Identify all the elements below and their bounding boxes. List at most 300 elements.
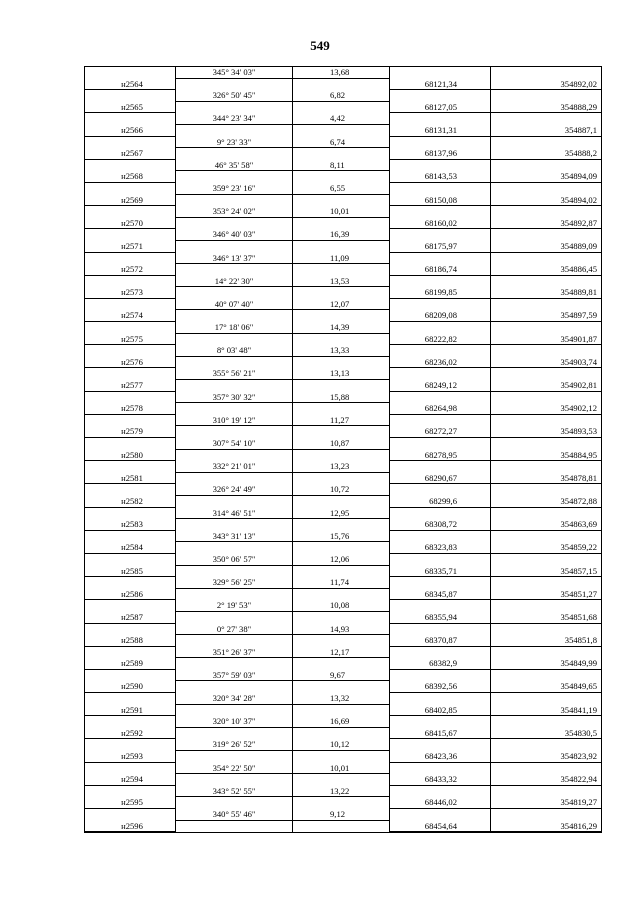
angle-cell-empty xyxy=(175,728,292,740)
x-cell-empty xyxy=(389,113,490,125)
y-coordinate-cell: 354889,81 xyxy=(490,287,602,299)
point-row xyxy=(84,797,602,809)
point-row xyxy=(84,426,602,438)
point-name-cell: н2569 xyxy=(84,195,175,207)
y-cell-empty xyxy=(490,392,602,404)
length-cell: 13,68 xyxy=(292,67,389,79)
x-cell-empty xyxy=(389,160,490,172)
length-cell-empty xyxy=(292,542,389,554)
segment-row xyxy=(84,183,602,195)
x-coordinate-cell: 68127,05 xyxy=(389,102,490,114)
length-cell-empty xyxy=(292,797,389,809)
y-coordinate-cell: 354816,29 xyxy=(490,821,602,833)
point-row xyxy=(84,171,602,183)
segment-row xyxy=(84,345,602,357)
x-coordinate-cell: 68175,97 xyxy=(389,241,490,253)
x-coordinate-cell: 68355,94 xyxy=(389,612,490,624)
x-coordinate-cell: 68137,96 xyxy=(389,148,490,160)
point-row xyxy=(84,195,602,207)
angle-cell-empty xyxy=(175,310,292,322)
y-coordinate-cell: 354897,59 xyxy=(490,310,602,322)
point-cell-empty xyxy=(84,137,175,149)
x-cell-empty xyxy=(389,670,490,682)
length-cell: 10,01 xyxy=(292,763,389,775)
angle-cell-empty xyxy=(175,681,292,693)
point-cell-empty xyxy=(84,183,175,195)
length-cell-empty xyxy=(292,566,389,578)
point-cell-empty xyxy=(84,716,175,728)
point-name-cell: н2567 xyxy=(84,148,175,160)
point-cell-empty xyxy=(84,90,175,102)
angle-cell-empty xyxy=(175,658,292,670)
angle-cell-empty xyxy=(175,403,292,415)
x-coordinate-cell: 68382,9 xyxy=(389,658,490,670)
length-cell-empty xyxy=(292,380,389,392)
x-coordinate-cell: 68402,85 xyxy=(389,705,490,717)
point-row xyxy=(84,287,602,299)
point-cell-empty xyxy=(84,392,175,404)
point-row xyxy=(84,681,602,693)
angle-cell: 329° 56' 25" xyxy=(175,577,292,589)
angle-cell: 17° 18' 06" xyxy=(175,322,292,334)
x-coordinate-cell: 68236,02 xyxy=(389,357,490,369)
y-coordinate-cell: 354886,45 xyxy=(490,264,602,276)
segment-row xyxy=(84,415,602,427)
x-cell-empty xyxy=(389,693,490,705)
y-coordinate-cell: 354863,69 xyxy=(490,519,602,531)
angle-cell-empty xyxy=(175,450,292,462)
point-name-cell: н2587 xyxy=(84,612,175,624)
angle-cell-empty xyxy=(175,102,292,114)
length-cell-empty xyxy=(292,519,389,531)
point-row xyxy=(84,751,602,763)
y-coordinate-cell: 354892,87 xyxy=(490,218,602,230)
point-cell-empty xyxy=(84,693,175,705)
point-cell-empty xyxy=(84,229,175,241)
x-coordinate-cell: 68308,72 xyxy=(389,519,490,531)
length-cell: 10,72 xyxy=(292,484,389,496)
segment-row xyxy=(84,229,602,241)
length-cell-empty xyxy=(292,287,389,299)
x-coordinate-cell: 68121,34 xyxy=(389,79,490,91)
length-cell: 13,32 xyxy=(292,693,389,705)
length-cell: 13,23 xyxy=(292,461,389,473)
y-cell-empty xyxy=(490,345,602,357)
x-cell-empty xyxy=(389,415,490,427)
length-cell: 14,39 xyxy=(292,322,389,334)
angle-cell: 320° 10' 37" xyxy=(175,716,292,728)
point-name-cell: н2595 xyxy=(84,797,175,809)
segment-row xyxy=(84,160,602,172)
point-row xyxy=(84,496,602,508)
point-name-cell: н2570 xyxy=(84,218,175,230)
x-coordinate-cell: 68392,56 xyxy=(389,681,490,693)
segment-row xyxy=(84,438,602,450)
angle-cell-empty xyxy=(175,705,292,717)
x-coordinate-cell: 68160,02 xyxy=(389,218,490,230)
x-cell-empty xyxy=(389,647,490,659)
point-name-cell: н2583 xyxy=(84,519,175,531)
point-row xyxy=(84,589,602,601)
angle-cell-empty xyxy=(175,241,292,253)
y-coordinate-cell: 354823,92 xyxy=(490,751,602,763)
point-row xyxy=(84,125,602,137)
length-cell-empty xyxy=(292,334,389,346)
length-cell-empty xyxy=(292,705,389,717)
y-cell-empty xyxy=(490,624,602,636)
point-row xyxy=(84,241,602,253)
length-cell: 9,67 xyxy=(292,670,389,682)
point-name-cell: н2568 xyxy=(84,171,175,183)
point-row xyxy=(84,774,602,786)
y-cell-empty xyxy=(490,90,602,102)
y-cell-empty xyxy=(490,716,602,728)
y-cell-empty xyxy=(490,554,602,566)
x-cell-empty xyxy=(389,206,490,218)
point-name-cell: н2588 xyxy=(84,635,175,647)
point-name-cell: н2577 xyxy=(84,380,175,392)
x-coordinate-cell: 68264,98 xyxy=(389,403,490,415)
point-name-cell: н2574 xyxy=(84,310,175,322)
x-coordinate-cell: 68222,82 xyxy=(389,334,490,346)
x-coordinate-cell: 68299,6 xyxy=(389,496,490,508)
angle-cell: 2° 19' 53" xyxy=(175,600,292,612)
length-cell: 9,12 xyxy=(292,809,389,821)
point-cell-empty xyxy=(84,322,175,334)
page-number: 549 xyxy=(310,38,330,53)
angle-cell: 346° 13' 37" xyxy=(175,253,292,265)
segment-row xyxy=(84,322,602,334)
y-cell-empty xyxy=(490,763,602,775)
x-cell-empty xyxy=(389,438,490,450)
y-cell-empty xyxy=(490,322,602,334)
point-name-cell: н2580 xyxy=(84,450,175,462)
y-coordinate-cell: 354857,15 xyxy=(490,566,602,578)
segment-row xyxy=(84,786,602,798)
point-cell-empty xyxy=(84,531,175,543)
y-cell-empty xyxy=(490,508,602,520)
point-name-cell: н2576 xyxy=(84,357,175,369)
point-name-cell: н2573 xyxy=(84,287,175,299)
point-name-cell: н2589 xyxy=(84,658,175,670)
y-coordinate-cell: 354841,19 xyxy=(490,705,602,717)
y-cell-empty xyxy=(490,484,602,496)
angle-cell: 14° 22' 30" xyxy=(175,276,292,288)
segment-row xyxy=(84,624,602,636)
length-cell-empty xyxy=(292,774,389,786)
point-cell-empty xyxy=(84,624,175,636)
x-cell-empty xyxy=(389,276,490,288)
point-cell-empty xyxy=(84,809,175,821)
x-cell-empty xyxy=(389,577,490,589)
y-cell-empty xyxy=(490,693,602,705)
y-coordinate-cell: 354888,29 xyxy=(490,102,602,114)
length-cell: 11,27 xyxy=(292,415,389,427)
x-cell-empty xyxy=(389,508,490,520)
y-coordinate-cell: 354849,65 xyxy=(490,681,602,693)
x-cell-empty xyxy=(389,716,490,728)
point-name-cell: н2590 xyxy=(84,681,175,693)
segment-row xyxy=(84,600,602,612)
y-coordinate-cell: 354887,1 xyxy=(490,125,602,137)
angle-cell-empty xyxy=(175,519,292,531)
length-cell-empty xyxy=(292,241,389,253)
y-cell-empty xyxy=(490,415,602,427)
angle-cell: 8° 03' 48" xyxy=(175,345,292,357)
angle-cell-empty xyxy=(175,79,292,91)
length-cell: 13,33 xyxy=(292,345,389,357)
y-cell-empty xyxy=(490,206,602,218)
point-cell-empty xyxy=(84,763,175,775)
segment-row xyxy=(84,461,602,473)
angle-cell: 357° 59' 03" xyxy=(175,670,292,682)
point-cell-empty xyxy=(84,670,175,682)
point-row xyxy=(84,357,602,369)
length-cell: 13,13 xyxy=(292,368,389,380)
y-coordinate-cell: 354878,81 xyxy=(490,473,602,485)
length-cell: 13,53 xyxy=(292,276,389,288)
x-cell-empty xyxy=(389,739,490,751)
angle-cell-empty xyxy=(175,797,292,809)
y-cell-empty xyxy=(490,229,602,241)
angle-cell-empty xyxy=(175,496,292,508)
angle-cell: 343° 31' 13" xyxy=(175,531,292,543)
segment-row xyxy=(84,670,602,682)
coordinates-table xyxy=(84,66,602,833)
length-cell-empty xyxy=(292,403,389,415)
x-cell-empty xyxy=(389,345,490,357)
length-cell-empty xyxy=(292,195,389,207)
length-cell-empty xyxy=(292,751,389,763)
length-cell-empty xyxy=(292,821,389,833)
angle-cell: 350° 06' 57" xyxy=(175,554,292,566)
x-coordinate-cell: 68323,83 xyxy=(389,542,490,554)
y-coordinate-cell: 354902,12 xyxy=(490,403,602,415)
segment-row xyxy=(84,113,602,125)
point-name-cell: н2566 xyxy=(84,125,175,137)
segment-row xyxy=(84,392,602,404)
x-cell-empty xyxy=(389,368,490,380)
x-cell-empty xyxy=(389,624,490,636)
angle-cell-empty xyxy=(175,774,292,786)
y-coordinate-cell: 354902,81 xyxy=(490,380,602,392)
y-cell-empty xyxy=(490,461,602,473)
x-coordinate-cell: 68186,74 xyxy=(389,264,490,276)
point-row xyxy=(84,380,602,392)
y-coordinate-cell: 354851,27 xyxy=(490,589,602,601)
angle-cell: 0° 27' 38" xyxy=(175,624,292,636)
segment-row xyxy=(84,763,602,775)
point-name-cell: н2593 xyxy=(84,751,175,763)
length-cell-empty xyxy=(292,148,389,160)
y-cell-empty xyxy=(490,253,602,265)
x-coordinate-cell: 68272,27 xyxy=(389,426,490,438)
angle-cell-empty xyxy=(175,357,292,369)
angle-cell-empty xyxy=(175,566,292,578)
x-cell-empty xyxy=(389,763,490,775)
point-name-cell: н2585 xyxy=(84,566,175,578)
angle-cell-empty xyxy=(175,426,292,438)
segment-row xyxy=(84,716,602,728)
point-cell-empty xyxy=(84,600,175,612)
point-cell-empty xyxy=(84,345,175,357)
y-coordinate-cell: 354849,99 xyxy=(490,658,602,670)
x-cell-empty xyxy=(389,554,490,566)
y-cell-empty xyxy=(490,67,602,79)
point-cell-empty xyxy=(84,113,175,125)
point-name-cell: н2594 xyxy=(84,774,175,786)
segment-row xyxy=(84,554,602,566)
x-coordinate-cell: 68290,67 xyxy=(389,473,490,485)
length-cell: 16,69 xyxy=(292,716,389,728)
x-cell-empty xyxy=(389,484,490,496)
length-cell-empty xyxy=(292,496,389,508)
angle-cell: 346° 40' 03" xyxy=(175,229,292,241)
point-name-cell: н2584 xyxy=(84,542,175,554)
length-cell-empty xyxy=(292,612,389,624)
point-row xyxy=(84,218,602,230)
length-cell-empty xyxy=(292,635,389,647)
angle-cell: 345° 34' 03" xyxy=(175,67,292,79)
segment-row xyxy=(84,577,602,589)
segment-row xyxy=(84,739,602,751)
y-coordinate-cell: 354884,95 xyxy=(490,450,602,462)
angle-cell: 344° 23' 34" xyxy=(175,113,292,125)
point-cell-empty xyxy=(84,508,175,520)
y-cell-empty xyxy=(490,137,602,149)
y-cell-empty xyxy=(490,786,602,798)
angle-cell-empty xyxy=(175,542,292,554)
point-row xyxy=(84,473,602,485)
segment-row xyxy=(84,90,602,102)
angle-cell: 319° 26' 52" xyxy=(175,739,292,751)
x-cell-empty xyxy=(389,229,490,241)
point-row xyxy=(84,264,602,276)
point-cell-empty xyxy=(84,438,175,450)
segment-row xyxy=(84,484,602,496)
point-cell-empty xyxy=(84,160,175,172)
point-cell-empty xyxy=(84,276,175,288)
y-cell-empty xyxy=(490,670,602,682)
segment-row xyxy=(84,809,602,821)
y-cell-empty xyxy=(490,577,602,589)
point-name-cell: н2575 xyxy=(84,334,175,346)
x-coordinate-cell: 68143,53 xyxy=(389,171,490,183)
angle-cell: 354° 22' 50" xyxy=(175,763,292,775)
point-cell-empty xyxy=(84,786,175,798)
angle-cell: 353° 24' 02" xyxy=(175,206,292,218)
length-cell: 13,22 xyxy=(292,786,389,798)
length-cell: 10,01 xyxy=(292,206,389,218)
angle-cell: 359° 23' 16" xyxy=(175,183,292,195)
segment-row xyxy=(84,647,602,659)
y-coordinate-cell: 354819,27 xyxy=(490,797,602,809)
y-coordinate-cell: 354889,09 xyxy=(490,241,602,253)
segment-row xyxy=(84,276,602,288)
angle-cell-empty xyxy=(175,171,292,183)
angle-cell-empty xyxy=(175,195,292,207)
y-cell-empty xyxy=(490,276,602,288)
angle-cell: 310° 19' 12" xyxy=(175,415,292,427)
point-row xyxy=(84,79,602,91)
angle-cell-empty xyxy=(175,821,292,833)
point-name-cell: н2571 xyxy=(84,241,175,253)
point-name-cell: н2586 xyxy=(84,589,175,601)
point-row xyxy=(84,705,602,717)
point-cell-empty xyxy=(84,484,175,496)
length-cell-empty xyxy=(292,658,389,670)
point-name-cell: н2581 xyxy=(84,473,175,485)
angle-cell: 332° 21' 01" xyxy=(175,461,292,473)
length-cell-empty xyxy=(292,218,389,230)
length-cell-empty xyxy=(292,473,389,485)
angle-cell-empty xyxy=(175,473,292,485)
point-row xyxy=(84,612,602,624)
y-cell-empty xyxy=(490,113,602,125)
angle-cell: 326° 24' 49" xyxy=(175,484,292,496)
length-cell-empty xyxy=(292,450,389,462)
point-cell-empty xyxy=(84,67,175,79)
point-name-cell: н2579 xyxy=(84,426,175,438)
y-coordinate-cell: 354851,8 xyxy=(490,635,602,647)
x-cell-empty xyxy=(389,600,490,612)
length-cell: 6,55 xyxy=(292,183,389,195)
segment-row xyxy=(84,368,602,380)
x-cell-empty xyxy=(389,253,490,265)
angle-cell: 355° 56' 21" xyxy=(175,368,292,380)
x-coordinate-cell: 68131,31 xyxy=(389,125,490,137)
point-row xyxy=(84,658,602,670)
point-name-cell: н2582 xyxy=(84,496,175,508)
x-coordinate-cell: 68415,67 xyxy=(389,728,490,740)
length-cell-empty xyxy=(292,426,389,438)
angle-cell-empty xyxy=(175,287,292,299)
angle-cell: 340° 55' 46" xyxy=(175,809,292,821)
point-name-cell: н2565 xyxy=(84,102,175,114)
x-cell-empty xyxy=(389,67,490,79)
length-cell: 4,42 xyxy=(292,113,389,125)
length-cell: 14,93 xyxy=(292,624,389,636)
x-cell-empty xyxy=(389,90,490,102)
x-cell-empty xyxy=(389,183,490,195)
y-coordinate-cell: 354888,2 xyxy=(490,148,602,160)
point-cell-empty xyxy=(84,206,175,218)
length-cell: 16,39 xyxy=(292,229,389,241)
y-coordinate-cell: 354892,02 xyxy=(490,79,602,91)
point-row xyxy=(84,148,602,160)
length-cell-empty xyxy=(292,310,389,322)
point-row xyxy=(84,102,602,114)
x-cell-empty xyxy=(389,299,490,311)
length-cell: 8,11 xyxy=(292,160,389,172)
length-cell: 6,82 xyxy=(292,90,389,102)
x-coordinate-cell: 68423,36 xyxy=(389,751,490,763)
length-cell: 12,07 xyxy=(292,299,389,311)
angle-cell: 351° 26' 37" xyxy=(175,647,292,659)
y-coordinate-cell: 354872,88 xyxy=(490,496,602,508)
x-coordinate-cell: 68278,95 xyxy=(389,450,490,462)
angle-cell-empty xyxy=(175,380,292,392)
point-name-cell: н2591 xyxy=(84,705,175,717)
length-cell: 11,09 xyxy=(292,253,389,265)
angle-cell-empty xyxy=(175,334,292,346)
segment-row xyxy=(84,531,602,543)
y-cell-empty xyxy=(490,531,602,543)
point-cell-empty xyxy=(84,368,175,380)
y-coordinate-cell: 354893,53 xyxy=(490,426,602,438)
segment-row xyxy=(84,137,602,149)
y-coordinate-cell: 354894,09 xyxy=(490,171,602,183)
